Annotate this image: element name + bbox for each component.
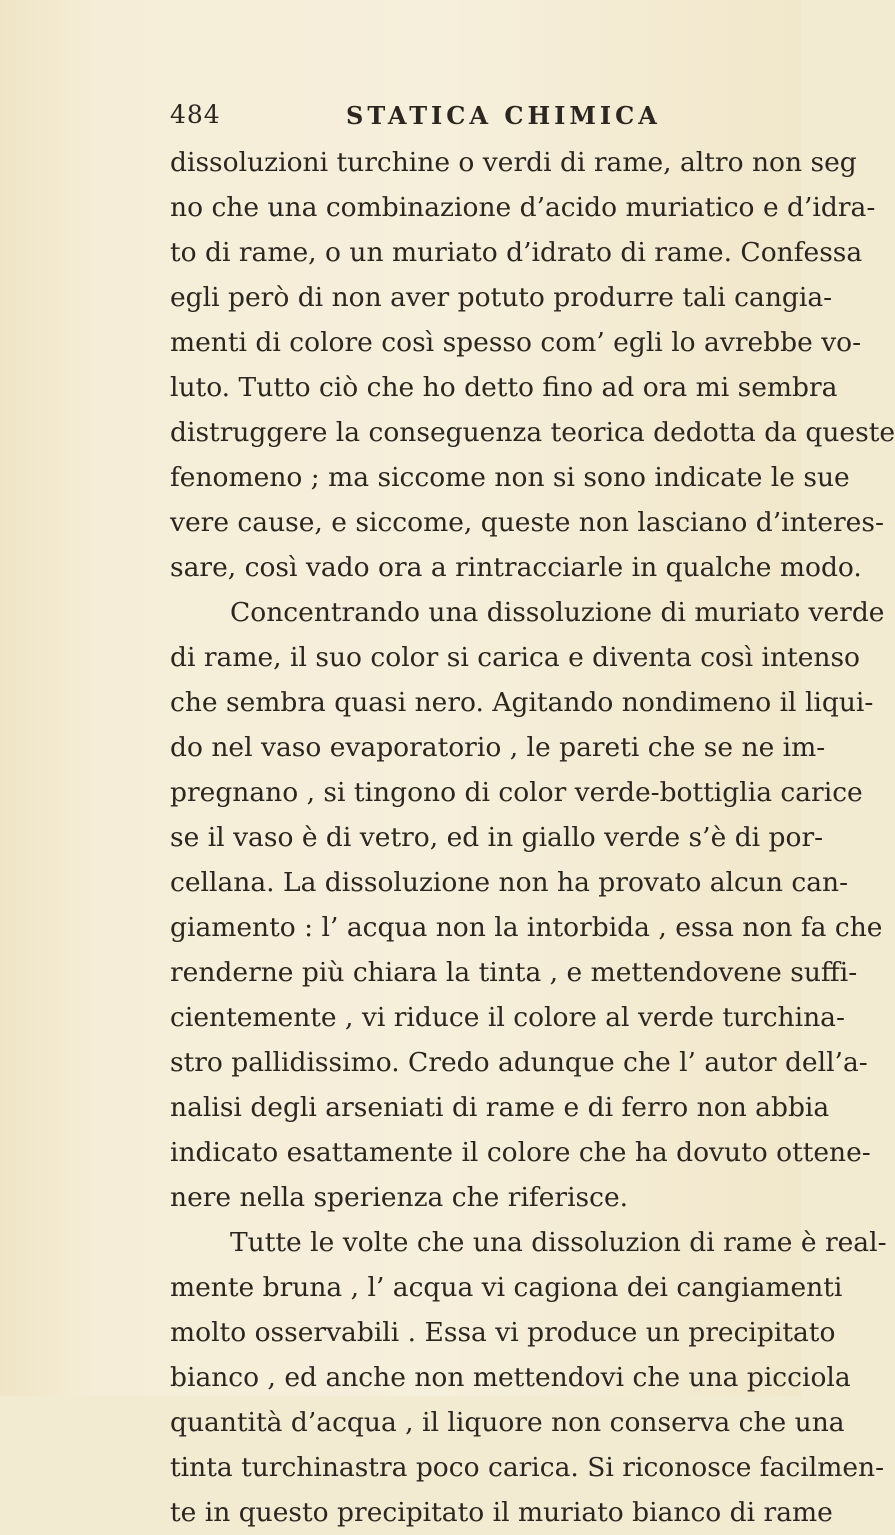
- text-line: renderne più chiara la tinta , e mettendovene suffi-: [170, 957, 858, 988]
- text-line: pregnano , si tingono di color verde-bottiglia carice: [170, 777, 863, 808]
- page-header: [170, 100, 770, 136]
- text-line: no che una combinazione d’acido muriatico e d’idra-: [170, 192, 876, 223]
- text-line: egli però di non aver potuto produrre tali cangia-: [170, 282, 833, 313]
- text-line: vere cause, e siccome, queste non lasciano d’interes-: [170, 507, 884, 538]
- page-number: 484: [170, 100, 221, 129]
- text-line: di rame, il suo color si carica e diventa così intenso: [170, 642, 860, 673]
- text-line: nere nella sperienza che riferisce.: [170, 1182, 629, 1213]
- text-line: quantità d’acqua , il liquore non conserva che una: [170, 1407, 845, 1438]
- text-line: giamento : l’ acqua non la intorbida , essa non fa che: [170, 912, 883, 943]
- text-line: cientemente , vi riduce il colore al verde turchina-: [170, 1002, 845, 1033]
- text-line: mente bruna , l’ acqua vi cagiona dei cangiamenti: [170, 1272, 843, 1303]
- body-text: [170, 140, 895, 1535]
- text-line: molto osservabili . Essa vi produce un precipitato: [170, 1317, 836, 1348]
- text-line: nalisi degli arseniati di rame e di ferro non abbia: [170, 1092, 830, 1123]
- text-line: indicato esattamente il colore che ha dovuto ottene-: [170, 1137, 871, 1168]
- text-line: te in questo precipitato il muriato bianco di rame: [170, 1497, 833, 1528]
- running-head: STATICA CHIMICA: [346, 101, 661, 130]
- text-line: menti di colore così spesso com’ egli lo avrebbe vo-: [170, 327, 862, 358]
- text-line: che sembra quasi nero. Agitando nondimeno il liqui-: [170, 687, 874, 718]
- text-line: bianco , ed anche non mettendovi che una picciola: [170, 1362, 851, 1393]
- text-line: tinta turchinastra poco carica. Si riconosce facilmen-: [170, 1452, 885, 1483]
- text-line: stro pallidissimo. Credo adunque che l’ autor dell’a-: [170, 1047, 868, 1078]
- text-line-paragraph-start: Tutte le volte che una dissoluzion di rame è real-: [230, 1227, 887, 1258]
- text-line: distruggere la conseguenza teorica dedotta da queste: [170, 417, 895, 448]
- text-line: sare, così vado ora a rintracciarle in qualche modo.: [170, 552, 862, 583]
- text-line: cellana. La dissoluzione non ha provato alcun can-: [170, 867, 849, 898]
- text-line: to di rame, o un muriato d’idrato di rame. Confessa: [170, 237, 863, 268]
- text-line: se il vaso è di vetro, ed in giallo verde s’è di por-: [170, 822, 824, 853]
- text-line: luto. Tutto ciò che ho detto fino ad ora mi sembra: [170, 372, 838, 403]
- text-line: fenomeno ; ma siccome non si sono indicate le sue: [170, 462, 850, 493]
- text-line-paragraph-start: Concentrando una dissoluzione di muriato verde: [230, 597, 885, 628]
- text-line: dissoluzioni turchine o verdi di rame, altro non seg: [170, 147, 857, 178]
- text-line: do nel vaso evaporatorio , le pareti che se ne im-: [170, 732, 826, 763]
